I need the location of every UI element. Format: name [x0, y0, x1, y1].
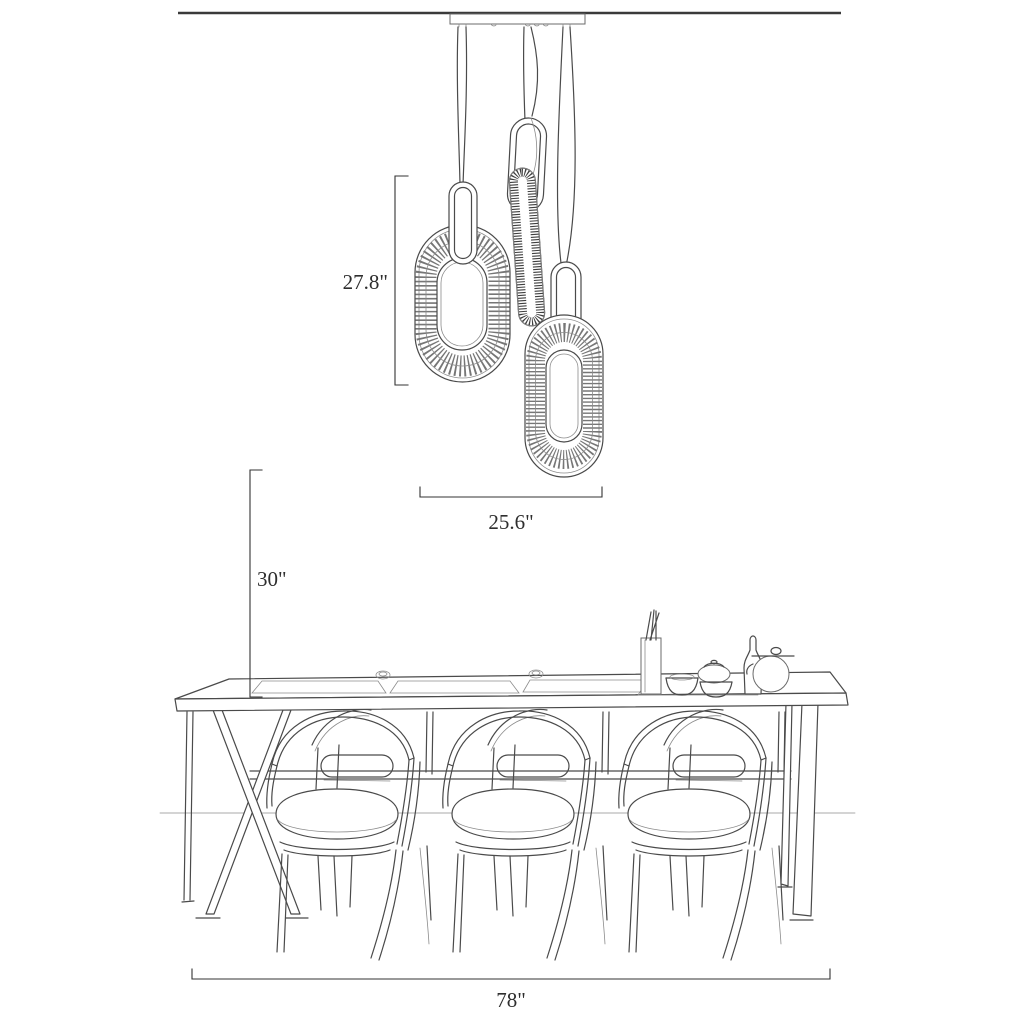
front-chairs: [267, 711, 781, 960]
pendant-left-link: [449, 182, 477, 264]
ceiling-canopy: [450, 14, 585, 27]
dimension-drop-clearance: [250, 470, 287, 697]
table-leg-right: [778, 703, 818, 920]
dimension-table-width: [192, 969, 830, 1012]
stick-vase: [641, 610, 661, 694]
dim-label-drop-clearance: 30": [257, 567, 287, 591]
pendant-middle: [507, 117, 548, 327]
dimension-pendant-width: [420, 487, 602, 534]
dimension-pendant-height: [343, 176, 408, 385]
chair-front-3: [619, 711, 781, 960]
chair-front-1: [267, 711, 429, 960]
pendant-left: [415, 182, 510, 382]
chair-front-2: [443, 711, 605, 960]
dim-label-pendant-height: 27.8": [342, 270, 388, 294]
dim-label-pendant-width: 25.6": [488, 510, 534, 534]
dim-label-table-width: 78": [496, 988, 526, 1012]
